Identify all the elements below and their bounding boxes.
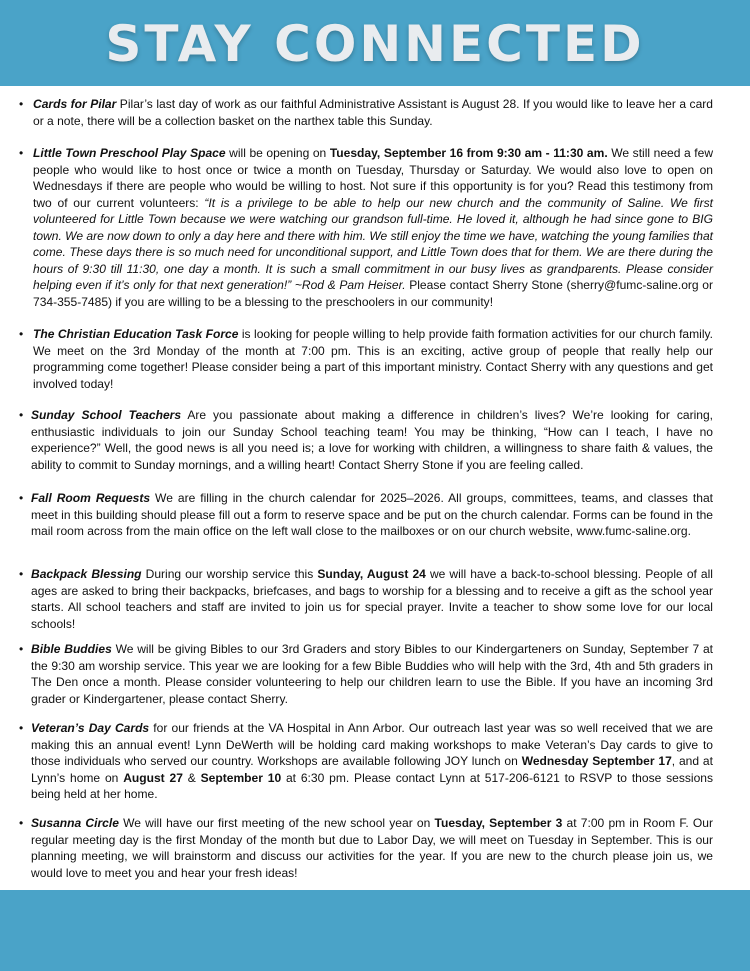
item-date: Tuesday, September 3 (434, 816, 563, 830)
item-heading: Sunday School Teachers (31, 408, 182, 422)
item-text: at 6:30 pm. Please contact Lynn at 517-206-6121 to RSVP to those sessions being held at her home. (31, 770, 713, 801)
item-heading: Little Town Preschool Play Space (33, 146, 226, 160)
item-text: is looking for people willing to help provide faith formation activities for our church family. We meet on the 3rd Monday of the month at 7:00 pm. This is an exciting, active group of people that really help our programming come together! Please consider being a part of this important ministry. Contact Sherry with any questions and get involved today! (33, 327, 713, 391)
list-item (19, 641, 713, 707)
item-text: We will be giving Bibles to our 3rd Graders and story Bibles to our Kindergarteners on Sunday, September 7 at the 9:30 am worship service. This year we are looking for a few Bible Buddies who will help with the 3rd, 4th and 5th graders in The Den once a month. Please consider volunteering to help our children learn to use the Bible. If you have an incoming 3rd grader or Kindergartener, please contact Sherry. (31, 642, 713, 706)
list-item (19, 326, 713, 392)
item-text: Please contact Sherry Stone (sherry@fumc-saline.org or 734-355-7485) if you are willing to be a blessing to the preschoolers in our community! (33, 278, 713, 309)
item-date: Tuesday, September 16 from 9:30 am - 11:30 am. (329, 146, 608, 160)
item-date: Sunday, August 24 (317, 567, 426, 581)
item-date: August 27 (123, 770, 183, 785)
list-item (19, 407, 714, 473)
list-item (19, 720, 713, 803)
bullet-icon: • (19, 408, 24, 422)
item-text: & (182, 770, 201, 785)
bullet-icon: • (19, 816, 24, 830)
item-text: We are filling in the church calendar for 2025–2026. All groups, committees, teams, and classes that meet in this building should please fill out a form to reserve space and be put on the church calendar. Forms can be found in the mail room across from the main office on the left wall close to the mailboxes or on our church website, www.fumc-saline.org. (31, 491, 713, 538)
bullet-icon: • (19, 642, 24, 656)
item-text: We will have our first meeting of the new school year on (118, 816, 435, 830)
list-item (19, 145, 714, 310)
item-text: We still need a few people who would like to host once or twice a month on Tuesday, Thursday or Saturday. We would also love to open on Wednesdays if there are people who would be willing to host. Not sure if this opportunity is for you? Read this testimony from two of our current volunteers: (33, 146, 714, 210)
bullet-icon: • (19, 327, 24, 341)
item-text: , and at Lynn’s home on (31, 754, 713, 785)
footer-banner (0, 890, 750, 971)
item-heading: Cards for Pilar (33, 97, 117, 111)
bullet-icon: • (19, 146, 24, 160)
list-item (19, 815, 713, 881)
item-heading: Fall Room Requests (31, 491, 151, 505)
item-heading: Susanna Circle (31, 816, 119, 830)
page-title: STAY CONNECTED (105, 15, 645, 73)
item-date: Wednesday September 17 (521, 754, 672, 768)
item-text: at 7:00 pm in Room F. Our regular meeting day is the first Monday of the month but due to Labor Day, we will meet on Tuesday in September. This is our planning meeting, we will brainstorm and discuss our activities for the year. If you are new to the church please join us, we would love to meet you and hear your fresh ideas! (31, 816, 713, 880)
item-text: will be opening on (225, 146, 330, 160)
testimony-quote: “It is a privilege to be able to help our new church and the community of Saline. We first volunteered for Little Town because we were watching our grandson full-time. He loved it, although he had since gone to BIG town. We are now down to only a day here and there with him. We still enjoy the time we have, watching the young families that come. These days there is so much need for unconditional support, and Little Town does that for them. We are there during the hours of 9:30 till 11:30, one day a month. It is such a small commitment in our busy lives as grandparents. Please consider helping even if it’s only for that next generation!” ~Rod & Pam Heiser. (33, 195, 713, 292)
bullet-icon: • (19, 721, 24, 735)
item-heading: The Christian Education Task Force (33, 327, 239, 341)
item-date: September 10 (200, 770, 282, 785)
bullet-icon: • (19, 491, 24, 505)
item-text: we will have a back-to-school blessing. People of all ages are asked to bring their backpacks, briefcases, and bags to worship for a blessing and to receive a gift as the school year starts. All school teachers and staff are invited to join us for special prayer. Invite a teacher to show some love for our local schools! (31, 567, 713, 631)
item-heading: Veteran’s Day Cards (31, 721, 150, 735)
item-text: During our worship service this (141, 567, 318, 581)
item-text: Pilar’s last day of work as our faithful Administrative Assistant is August 28. If you would like to leave her a card or a note, there will be a collection basket on the narthex table this Sunday. (33, 97, 713, 128)
list-item (19, 490, 713, 540)
item-heading: Backpack Blessing (31, 567, 142, 581)
bullet-icon: • (19, 567, 24, 581)
bullet-icon: • (19, 97, 24, 111)
item-heading: Bible Buddies (31, 642, 112, 656)
item-text: for our friends at the VA Hospital in Ann Arbor. Our outreach last year was so well received that we are making this an annual event! Lynn DeWerth will be holding card making workshops to make Veteran’s Day cards to give to those individuals who served our country. Workshops are available following JOY lunch on (31, 721, 713, 768)
list-item (19, 96, 713, 129)
header-banner (0, 0, 750, 86)
item-text: Are you passionate about making a difference in children’s lives? We’re looking for caring, enthusiastic individuals to join our Sunday School teaching team! You may be thinking, “How can I teach, I have no experience?” Well, the good news is all you need is; a love for working with children, a willingness to share faith & values, the ability to commit to Sunday mornings, and a willing heart! Contact Sherry Stone if you are feeling called. (31, 408, 714, 472)
list-item (19, 566, 713, 632)
